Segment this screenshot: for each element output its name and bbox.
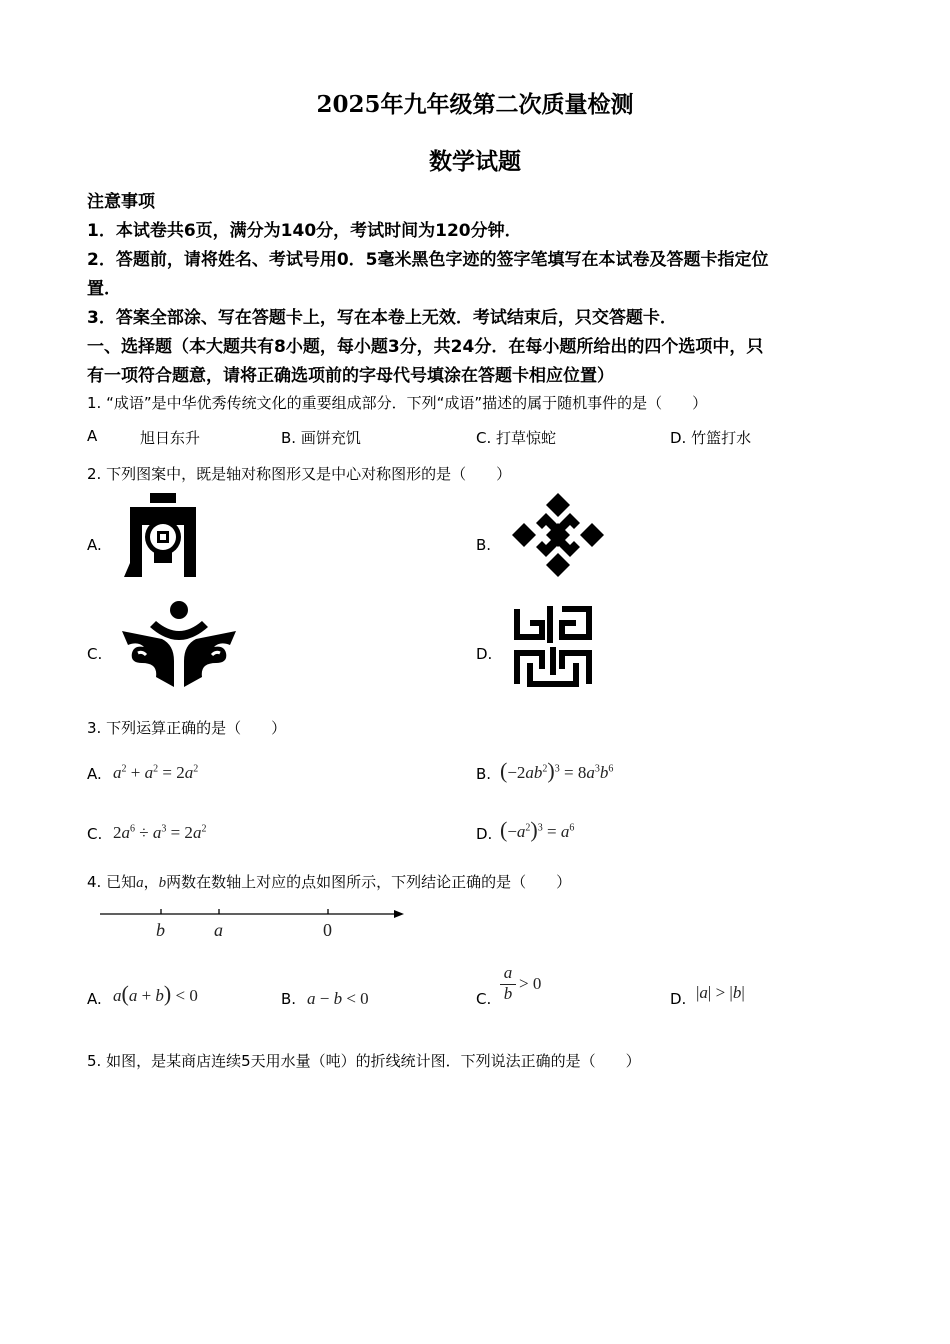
axis-label-a: a xyxy=(214,920,223,940)
question-4-stem: 4. 已知a，b两数在数轴上对应的点如图所示，下列结论正确的是（ ） xyxy=(87,873,572,891)
pattern-c-figure xyxy=(122,601,236,687)
section-heading: 一、选择题（本大题共有8小题，每小题3分，共24分．在每小题所给出的四个选项中，只 xyxy=(87,337,764,357)
q2-option-b-label: B. xyxy=(476,536,492,554)
notice-item: 3．答案全部涂、写在答题卡上，写在本卷上无效．考试结束后，只交答题卡． xyxy=(87,308,677,328)
page-title: 2025年九年级第二次质量检测 xyxy=(316,91,634,118)
q4-option-b-formula: a − b < 0 xyxy=(307,989,369,1008)
q3-option-a-label: A. xyxy=(87,765,102,783)
q1-option-a-label: A xyxy=(87,427,98,445)
q3-option-b-label: B. xyxy=(476,765,492,783)
notice-heading: 注意事项 xyxy=(87,192,155,212)
q4-option-c-compare: > 0 xyxy=(519,974,542,993)
q3-option-c-formula: $2a^6 \div a^3 = 2a^2$ xyxy=(113,823,207,842)
notice-item: 2．答题前，请将姓名、考试号用0．5毫米黑色字迹的签字笔填写在本试卷及答题卡指定位 xyxy=(87,250,769,270)
notice-item: 1．本试卷共6页，满分为140分，考试时间为120分钟． xyxy=(87,221,522,241)
q4-option-c-fraction: a b xyxy=(500,964,516,1003)
q4-option-b-label: B. xyxy=(281,990,297,1008)
q1-option-a-text: 旭日东升 xyxy=(140,429,201,447)
q4-option-a-label: A. xyxy=(87,990,102,1008)
number-line xyxy=(98,904,408,924)
question-5-stem: 5. 如图，是某商店连续5天用水量（吨）的折线统计图．下列说法正确的是（ ） xyxy=(87,1052,641,1070)
section-heading-cont: 有一项符合题意，请将正确选项前的字母代号填涂在答题卡相应位置） xyxy=(87,366,614,386)
q4-option-d-formula: |a| > |b| xyxy=(696,983,745,1002)
q3-option-b-formula: $(-2ab^2)^3 = 8a^3b^6$ xyxy=(500,758,614,783)
axis-label-zero: 0 xyxy=(323,920,332,940)
pattern-a-figure xyxy=(124,493,202,577)
question-2-stem: 2. 下列图案中，既是轴对称图形又是中心对称图形的是（ ） xyxy=(87,465,512,483)
q3-option-a-formula: $a^2 + a^2 = 2a^2$ xyxy=(113,763,199,782)
q3-option-c-label: C. xyxy=(87,825,103,843)
axis-label-b: b xyxy=(156,920,165,940)
q1-option-b: B. 画饼充饥 xyxy=(281,429,361,447)
q1-option-c: C. 打草惊蛇 xyxy=(476,429,557,447)
q3-option-d-formula: $(-a^2)^3 = a^6$ xyxy=(500,817,575,842)
q2-option-a-label: A. xyxy=(87,536,102,554)
notice-item: 置． xyxy=(87,279,121,299)
question-3-stem: 3. 下列运算正确的是（ ） xyxy=(87,719,287,737)
question-1-stem: 1. “成语”是中华优秀传统文化的重要组成部分．下列“成语”描述的属于随机事件的是（ ） xyxy=(87,394,708,412)
q4-option-a-formula: a(a + b) < 0 xyxy=(113,981,198,1006)
q4-option-c-label: C. xyxy=(476,990,492,1008)
pattern-b-figure xyxy=(512,493,604,577)
q2-option-c-label: C. xyxy=(87,645,103,663)
page-subtitle: 数学试题 xyxy=(429,148,521,175)
q2-option-d-label: D. xyxy=(476,645,493,663)
q4-option-d-label: D. xyxy=(670,990,687,1008)
pattern-d-figure xyxy=(514,603,592,687)
q1-option-d: D. 竹篮打水 xyxy=(670,429,752,447)
q3-option-d-label: D. xyxy=(476,825,493,843)
